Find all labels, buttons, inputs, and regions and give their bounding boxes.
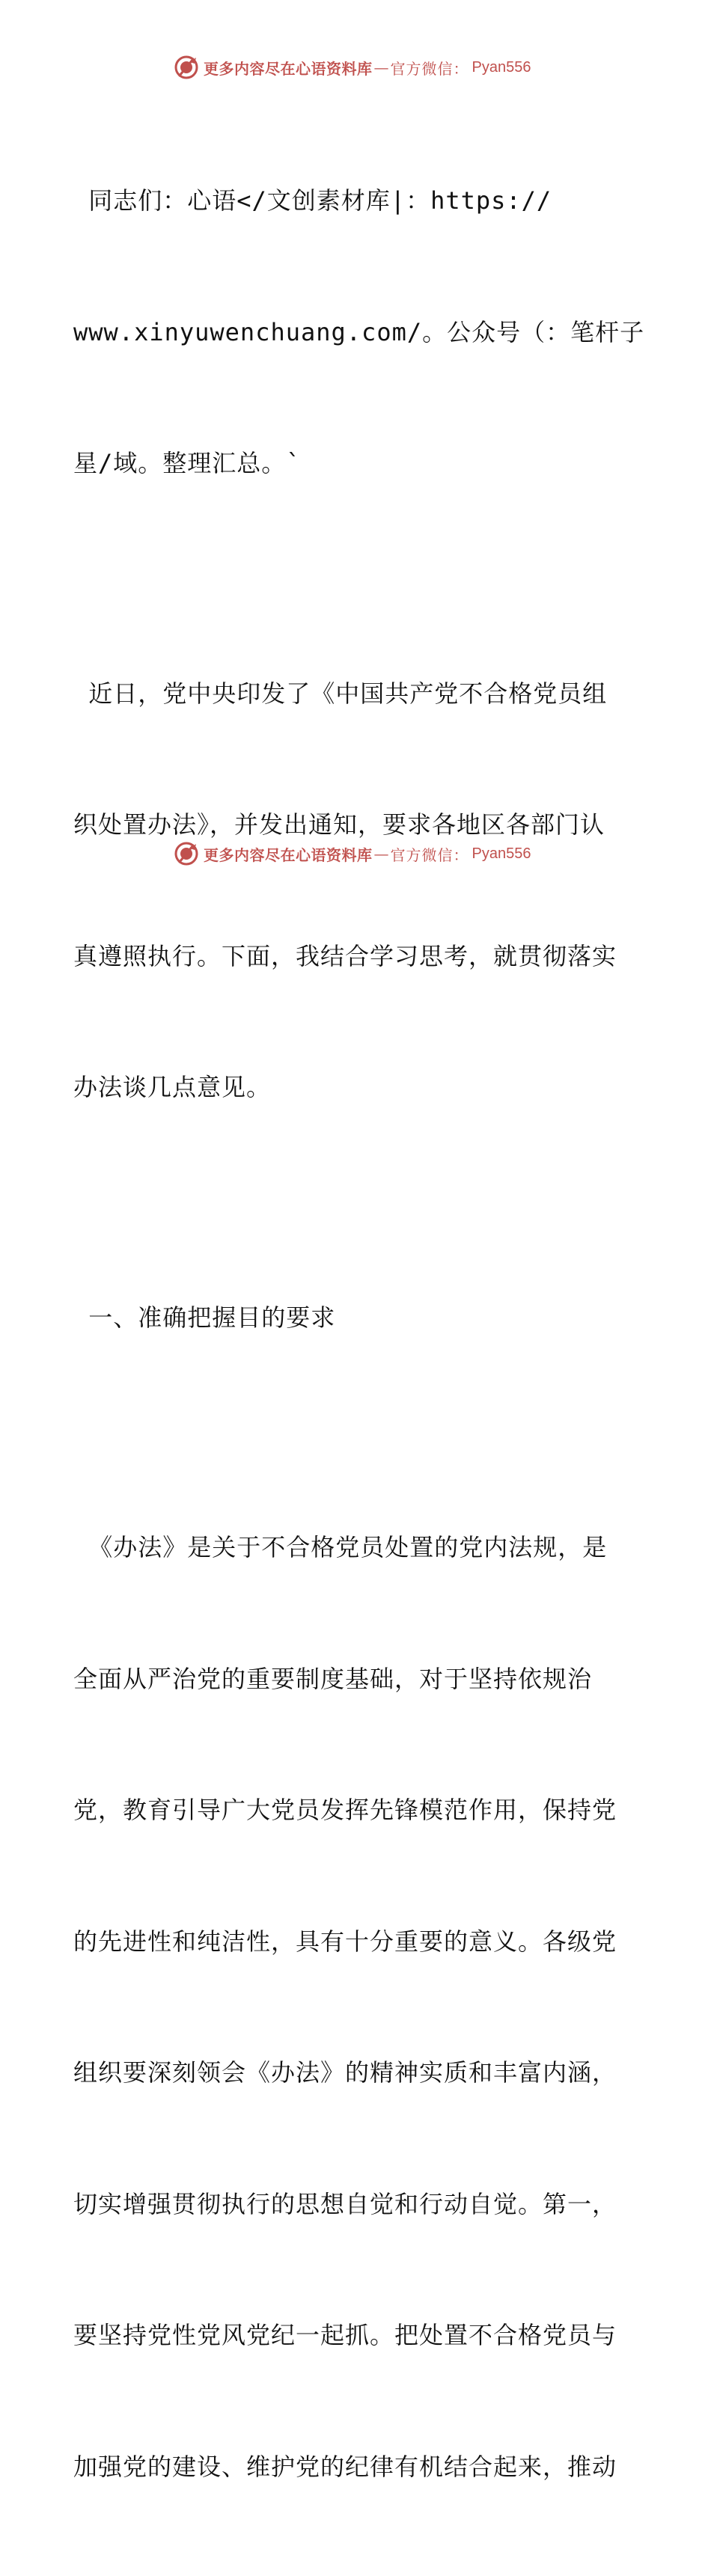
header-watermark-banner [174,52,531,82]
text-line: 织处置办法》，并发出通知，要求各地区各部门认 [73,810,605,839]
text-line: 《办法》是关于不合格党员处置的党内法规，是 [73,1533,608,1561]
banner-official-label: 官方微信： [390,845,469,864]
text-line: 星/域。整理汇总。` [73,449,302,477]
banner-official-label: 官方微信： [390,59,469,78]
quill-seal-logo-icon [174,55,199,80]
text-line: 近日，党中央印发了《中国共产党不合格党员组 [73,679,608,708]
text-line: 党，教育引导广大党员发挥先锋模范作用，保持党 [73,1796,617,1824]
text-line: 真遵照执行。下面，我结合学习思考，就贯彻落实 [73,941,617,970]
text-line: 的先进性和纯洁性，具有十分重要的意义。各级党 [73,1927,617,1956]
paragraph-greeting [73,91,645,573]
text-line: 加强党的建设、维护党的纪律有机结合起来，推动 [73,2452,617,2481]
text-line: 办法谈几点意见。 [73,1073,272,1101]
document-body [73,91,645,2576]
text-line: www.xinyuwenchuang.com/。公众号（：笔杆子 [73,317,645,346]
text-line: 切实增强贯彻执行的思想自觉和行动自觉。第一， [73,2189,617,2218]
banner-dash: — [373,58,389,76]
footer-watermark-banner [174,839,531,869]
paragraph-body [73,1438,642,2576]
banner-wechat-id: Pyan556 [472,58,531,76]
section-heading [73,1208,642,1428]
banner-main-text: 更多内容尽在心语资料库 [204,59,373,78]
text-line: 要坚持党性党风党纪一起抓。把处置不合格党员与 [73,2321,617,2349]
quill-seal-logo-icon [174,841,199,866]
heading-line: 一、准确把握目的要求 [73,1303,336,1332]
banner-wechat-id: Pyan556 [472,845,531,862]
banner-main-text: 更多内容尽在心语资料库 [204,845,373,864]
text-line: 同志们：心语</文创素材库|：https:// [73,186,552,215]
paragraph-intro [73,584,642,1197]
text-line: 组织要深刻领会《办法》的精神实质和丰富内涵， [73,2058,617,2087]
text-line: 全面从严治党的重要制度基础，对于坚持依规治 [73,1664,593,1693]
banner-dash: — [373,845,389,863]
